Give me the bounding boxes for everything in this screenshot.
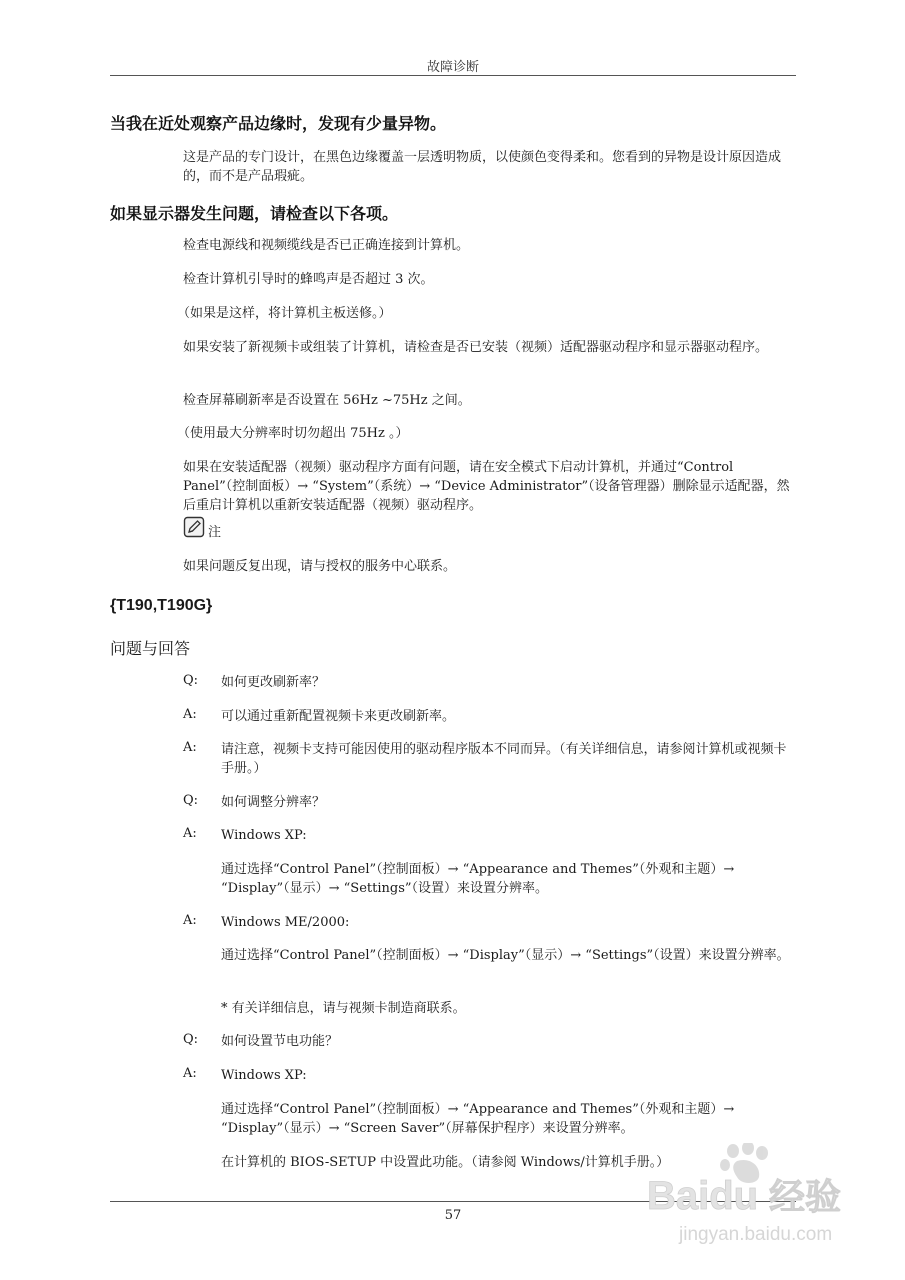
qa-answer-refresh: 可以通过重新配置视频卡来更改刷新率。 xyxy=(221,709,456,724)
qa-letter: A: xyxy=(183,1066,197,1081)
qa-question-resolution: 如何调整分辨率？ xyxy=(221,795,326,810)
qa-question-refresh: 如何更改刷新率？ xyxy=(221,675,326,690)
check-item-refresh-range: 检查屏幕刷新率是否设置在 56Hz ~75Hz 之间。 xyxy=(183,393,471,408)
model-heading: {T190,T190G} xyxy=(110,597,213,614)
qa-letter: A: xyxy=(183,707,197,722)
svg-text:jingyan.baidu.com: jingyan.baidu.com xyxy=(679,1224,833,1245)
check-item-max-resolution: （使用最大分辨率时切勿超出 75Hz 。） xyxy=(177,426,409,441)
check-item-motherboard: （如果是这样，将计算机主板送修。） xyxy=(177,306,392,321)
qa-letter: A: xyxy=(183,740,197,755)
check-item-beeps: 检查计算机引导时的蜂鸣声是否超过 3 次。 xyxy=(183,272,434,287)
qa-answer-bios-setup: 在计算机的 BIOS-SETUP 中设置此功能。（请参阅 Windows/计算机手册。） xyxy=(221,1155,670,1170)
header-divider xyxy=(110,75,796,76)
note-text: 如果问题反复出现，请与授权的服务中心联系。 xyxy=(183,559,457,574)
svg-text:经验: 经验 xyxy=(769,1177,842,1218)
note-label: 注 xyxy=(208,525,222,540)
qa-letter: Q: xyxy=(183,1032,199,1047)
note-pencil-icon xyxy=(183,516,205,538)
page-number: 57 xyxy=(444,1208,462,1223)
check-item-driver: 如果安装了新视频卡或组装了计算机，请检查是否已安装（视频）适配器驱动程序和显示器驱动程序。 xyxy=(183,340,769,355)
qa-answer-refresh-note: 请注意，视频卡支持可能因使用的驱动程序版本不同而异。（有关详细信息，请参阅计算机或视频卡手册。） xyxy=(221,742,787,776)
qa-letter: Q: xyxy=(183,673,199,688)
qa-answer-os-xp: Windows XP: xyxy=(221,1068,307,1083)
qa-answer-contact-maker: * 有关详细信息，请与视频卡制造商联系。 xyxy=(221,1001,466,1016)
baidu-jingyan-watermark xyxy=(645,1143,875,1253)
qa-answer-xp-resolution-steps: 通过选择“Control Panel”（控制面板）→ “Appearance and Themes”（外观和主题）→ “Display”（显示）→ “Settings”（设置）来设置分辨率。 xyxy=(221,862,735,896)
page-header-title: 故障诊断 xyxy=(426,60,479,75)
qa-question-power-saving: 如何设置节电功能？ xyxy=(221,1034,339,1049)
qa-answer-os-xp: Windows XP: xyxy=(221,828,307,843)
check-item-safe-mode: 如果在安装适配器（视频）驱动程序方面有问题，请在安全模式下启动计算机，并通过“Control Panel”（控制面板）→ “System”（系统）→ “Device Administrator”（设备管理器）删除显示适配器，然后重启计算机以重新安装适配器（视频）驱动程序。 xyxy=(183,460,790,513)
qa-answer-os-me2000: Windows ME/2000: xyxy=(221,915,350,930)
qa-letter: A: xyxy=(183,826,197,841)
svg-text:Baidu: Baidu xyxy=(647,1174,759,1218)
qa-answer-xp-screensaver-steps: 通过选择“Control Panel”（控制面板）→ “Appearance and Themes”（外观和主题）→ “Display”（显示）→ “Screen Saver”（屏幕保护程序）来设置分辨率。 xyxy=(221,1102,735,1136)
section-heading-monitor-check: 如果显示器发生问题，请检查以下各项。 xyxy=(110,204,399,223)
check-item-cables: 检查电源线和视频缆线是否已正确连接到计算机。 xyxy=(183,238,470,253)
qa-title: 问题与回答 xyxy=(110,639,191,658)
section-body-edge-design: 这是产品的专门设计，在黑色边缘覆盖一层透明物质，以使颜色变得柔和。您看到的异物是设计原因造成的，而不是产品瑕疵。 xyxy=(183,150,782,184)
qa-answer-me2000-steps: 通过选择“Control Panel”（控制面板）→ “Display”（显示）→ “Settings”（设置）来设置分辨率。 xyxy=(221,948,790,963)
qa-letter: A: xyxy=(183,913,197,928)
qa-letter: Q: xyxy=(183,793,199,808)
section-heading-edge-foreign-matter: 当我在近处观察产品边缘时，发现有少量异物。 xyxy=(110,114,447,133)
